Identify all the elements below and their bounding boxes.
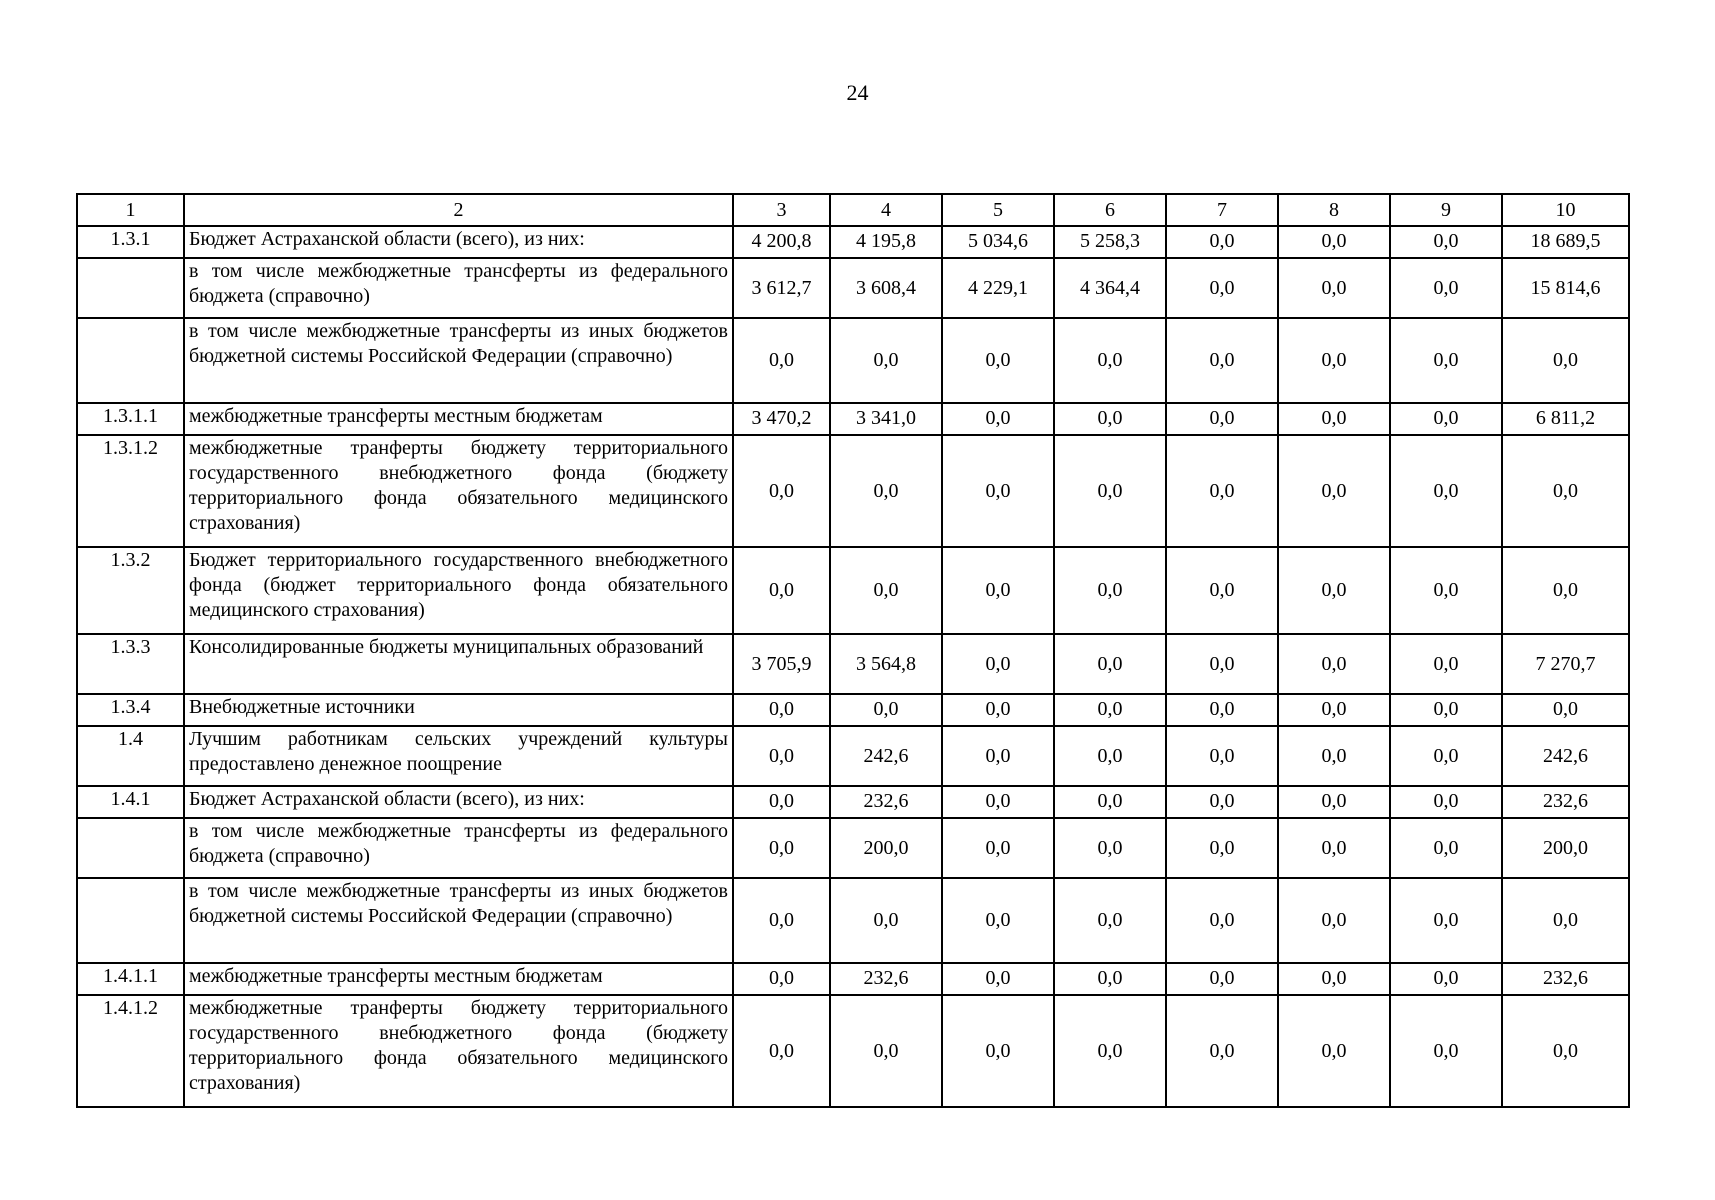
row-code: 1.4	[77, 726, 184, 786]
value-cell: 0,0	[1054, 786, 1166, 818]
value-cell: 200,0	[1502, 818, 1629, 878]
value-cell: 7 270,7	[1502, 634, 1629, 694]
value-cell: 0,0	[1278, 403, 1390, 435]
value-cell: 0,0	[1054, 318, 1166, 403]
value-cell: 0,0	[1390, 694, 1502, 726]
value-cell: 0,0	[942, 318, 1054, 403]
value-cell: 0,0	[1502, 694, 1629, 726]
table-row	[77, 403, 1629, 435]
row-description: Лучшим работникам сельских учреждений культуры предоставлено денежное поощрение	[184, 726, 733, 786]
value-cell: 0,0	[1502, 547, 1629, 634]
value-cell: 0,0	[1278, 318, 1390, 403]
value-cell: 0,0	[1278, 226, 1390, 258]
value-cell: 3 612,7	[733, 258, 830, 318]
table-row	[77, 995, 1629, 1107]
value-cell: 0,0	[1390, 634, 1502, 694]
column-header: 2	[184, 194, 733, 226]
row-code: 1.3.1.2	[77, 435, 184, 547]
value-cell: 0,0	[1390, 258, 1502, 318]
value-cell: 0,0	[1278, 258, 1390, 318]
value-cell: 0,0	[1390, 786, 1502, 818]
row-code: 1.3.3	[77, 634, 184, 694]
value-cell: 0,0	[1054, 634, 1166, 694]
page-number: 24	[846, 80, 869, 105]
value-cell: 0,0	[1166, 318, 1278, 403]
value-cell: 0,0	[1166, 726, 1278, 786]
value-cell: 0,0	[733, 963, 830, 995]
value-cell: 0,0	[1054, 878, 1166, 963]
value-cell: 0,0	[830, 878, 942, 963]
row-code	[77, 258, 184, 318]
value-cell: 0,0	[1054, 818, 1166, 878]
value-cell: 232,6	[1502, 963, 1629, 995]
value-cell: 3 341,0	[830, 403, 942, 435]
row-code: 1.4.1	[77, 786, 184, 818]
value-cell: 0,0	[830, 995, 942, 1107]
value-cell: 0,0	[942, 818, 1054, 878]
table-row	[77, 318, 1629, 403]
value-cell: 0,0	[1166, 435, 1278, 547]
value-cell: 0,0	[1390, 726, 1502, 786]
row-code: 1.3.4	[77, 694, 184, 726]
value-cell: 0,0	[1390, 963, 1502, 995]
value-cell: 0,0	[1054, 726, 1166, 786]
row-description: в том числе межбюджетные трансферты из иных бюджетов бюджетной системы Российской Федерации (справочно)	[184, 878, 733, 963]
value-cell: 0,0	[1166, 403, 1278, 435]
table-row	[77, 786, 1629, 818]
value-cell: 0,0	[733, 694, 830, 726]
value-cell: 0,0	[1390, 878, 1502, 963]
value-cell: 0,0	[1278, 634, 1390, 694]
value-cell: 0,0	[733, 318, 830, 403]
row-code: 1.3.2	[77, 547, 184, 634]
column-header: 4	[830, 194, 942, 226]
row-description: межбюджетные транферты бюджету территориального государственного внебюджетного фонда (бюджету территориального фонда обязательного медицинского страхования)	[184, 435, 733, 547]
column-header: 5	[942, 194, 1054, 226]
value-cell: 0,0	[1166, 226, 1278, 258]
value-cell: 0,0	[1166, 963, 1278, 995]
row-description: Внебюджетные источники	[184, 694, 733, 726]
column-header: 3	[733, 194, 830, 226]
table-row	[77, 634, 1629, 694]
value-cell: 0,0	[1278, 995, 1390, 1107]
value-cell: 6 811,2	[1502, 403, 1629, 435]
value-cell: 0,0	[1054, 547, 1166, 634]
value-cell: 15 814,6	[1502, 258, 1629, 318]
value-cell: 0,0	[942, 435, 1054, 547]
value-cell: 5 258,3	[1054, 226, 1166, 258]
value-cell: 0,0	[1502, 318, 1629, 403]
value-cell: 0,0	[1166, 818, 1278, 878]
value-cell: 0,0	[1390, 818, 1502, 878]
value-cell: 0,0	[1166, 878, 1278, 963]
value-cell: 4 229,1	[942, 258, 1054, 318]
row-description: межбюджетные трансферты местным бюджетам	[184, 963, 733, 995]
table-row	[77, 435, 1629, 547]
value-cell: 0,0	[1278, 963, 1390, 995]
row-description: в том числе межбюджетные трансферты из федерального бюджета (справочно)	[184, 818, 733, 878]
column-header: 1	[77, 194, 184, 226]
value-cell: 0,0	[1054, 403, 1166, 435]
value-cell: 0,0	[1054, 694, 1166, 726]
budget-table	[76, 193, 1630, 1108]
value-cell: 4 195,8	[830, 226, 942, 258]
value-cell: 5 034,6	[942, 226, 1054, 258]
table-row	[77, 726, 1629, 786]
value-cell: 0,0	[733, 878, 830, 963]
value-cell: 0,0	[1278, 726, 1390, 786]
value-cell: 0,0	[830, 435, 942, 547]
table-row	[77, 963, 1629, 995]
value-cell: 0,0	[942, 995, 1054, 1107]
value-cell: 0,0	[1502, 878, 1629, 963]
row-description: Бюджет территориального государственного внебюджетного фонда (бюджет территориального фонда обязательного медицинского страхования)	[184, 547, 733, 634]
value-cell: 0,0	[942, 786, 1054, 818]
row-description: межбюджетные трансферты местным бюджетам	[184, 403, 733, 435]
header-row	[77, 194, 1629, 226]
row-code	[77, 878, 184, 963]
row-code: 1.3.1.1	[77, 403, 184, 435]
value-cell: 0,0	[942, 963, 1054, 995]
value-cell: 0,0	[1054, 435, 1166, 547]
row-description: Консолидированные бюджеты муниципальных образований	[184, 634, 733, 694]
value-cell: 232,6	[830, 786, 942, 818]
row-description: в том числе межбюджетные трансферты из иных бюджетов бюджетной системы Российской Федерации (справочно)	[184, 318, 733, 403]
value-cell: 0,0	[942, 634, 1054, 694]
value-cell: 0,0	[733, 435, 830, 547]
value-cell: 0,0	[1278, 435, 1390, 547]
row-description: межбюджетные транферты бюджету территориального государственного внебюджетного фонда (бюджету территориального фонда обязательного медицинского страхования)	[184, 995, 733, 1107]
value-cell: 0,0	[1278, 786, 1390, 818]
column-header: 6	[1054, 194, 1166, 226]
value-cell: 4 364,4	[1054, 258, 1166, 318]
value-cell: 0,0	[1166, 634, 1278, 694]
value-cell: 0,0	[1502, 995, 1629, 1107]
value-cell: 0,0	[1390, 403, 1502, 435]
value-cell: 232,6	[1502, 786, 1629, 818]
value-cell: 0,0	[1390, 995, 1502, 1107]
value-cell: 0,0	[1054, 995, 1166, 1107]
table-row	[77, 226, 1629, 258]
column-header: 8	[1278, 194, 1390, 226]
value-cell: 0,0	[733, 726, 830, 786]
value-cell: 0,0	[733, 786, 830, 818]
value-cell: 0,0	[830, 547, 942, 634]
value-cell: 0,0	[1278, 547, 1390, 634]
row-code: 1.4.1.1	[77, 963, 184, 995]
value-cell: 0,0	[1054, 963, 1166, 995]
value-cell: 0,0	[1390, 318, 1502, 403]
value-cell: 3 705,9	[733, 634, 830, 694]
value-cell: 200,0	[830, 818, 942, 878]
value-cell: 0,0	[1166, 547, 1278, 634]
value-cell: 3 564,8	[830, 634, 942, 694]
value-cell: 3 470,2	[733, 403, 830, 435]
value-cell: 0,0	[942, 403, 1054, 435]
value-cell: 0,0	[1390, 435, 1502, 547]
table-row	[77, 878, 1629, 963]
value-cell: 0,0	[1166, 995, 1278, 1107]
value-cell: 0,0	[942, 726, 1054, 786]
column-header: 9	[1390, 194, 1502, 226]
table-row	[77, 547, 1629, 634]
value-cell: 18 689,5	[1502, 226, 1629, 258]
value-cell: 0,0	[1278, 818, 1390, 878]
table-row	[77, 694, 1629, 726]
value-cell: 0,0	[1166, 694, 1278, 726]
value-cell: 242,6	[830, 726, 942, 786]
value-cell: 0,0	[1502, 435, 1629, 547]
value-cell: 232,6	[830, 963, 942, 995]
column-header: 10	[1502, 194, 1629, 226]
value-cell: 0,0	[733, 995, 830, 1107]
row-code	[77, 818, 184, 878]
row-description: Бюджет Астраханской области (всего), из них:	[184, 786, 733, 818]
value-cell: 0,0	[1278, 878, 1390, 963]
row-description: Бюджет Астраханской области (всего), из них:	[184, 226, 733, 258]
value-cell: 0,0	[1166, 786, 1278, 818]
table-row	[77, 818, 1629, 878]
value-cell: 4 200,8	[733, 226, 830, 258]
row-description: в том числе межбюджетные трансферты из федерального бюджета (справочно)	[184, 258, 733, 318]
value-cell: 0,0	[733, 818, 830, 878]
value-cell: 0,0	[830, 694, 942, 726]
row-code: 1.4.1.2	[77, 995, 184, 1107]
table-row	[77, 258, 1629, 318]
value-cell: 3 608,4	[830, 258, 942, 318]
value-cell: 0,0	[1166, 258, 1278, 318]
value-cell: 0,0	[1278, 694, 1390, 726]
row-code	[77, 318, 184, 403]
value-cell: 0,0	[942, 878, 1054, 963]
row-code: 1.3.1	[77, 226, 184, 258]
value-cell: 0,0	[942, 547, 1054, 634]
value-cell: 0,0	[733, 547, 830, 634]
value-cell: 242,6	[1502, 726, 1629, 786]
column-header: 7	[1166, 194, 1278, 226]
value-cell: 0,0	[1390, 547, 1502, 634]
value-cell: 0,0	[1390, 226, 1502, 258]
value-cell: 0,0	[942, 694, 1054, 726]
value-cell: 0,0	[830, 318, 942, 403]
